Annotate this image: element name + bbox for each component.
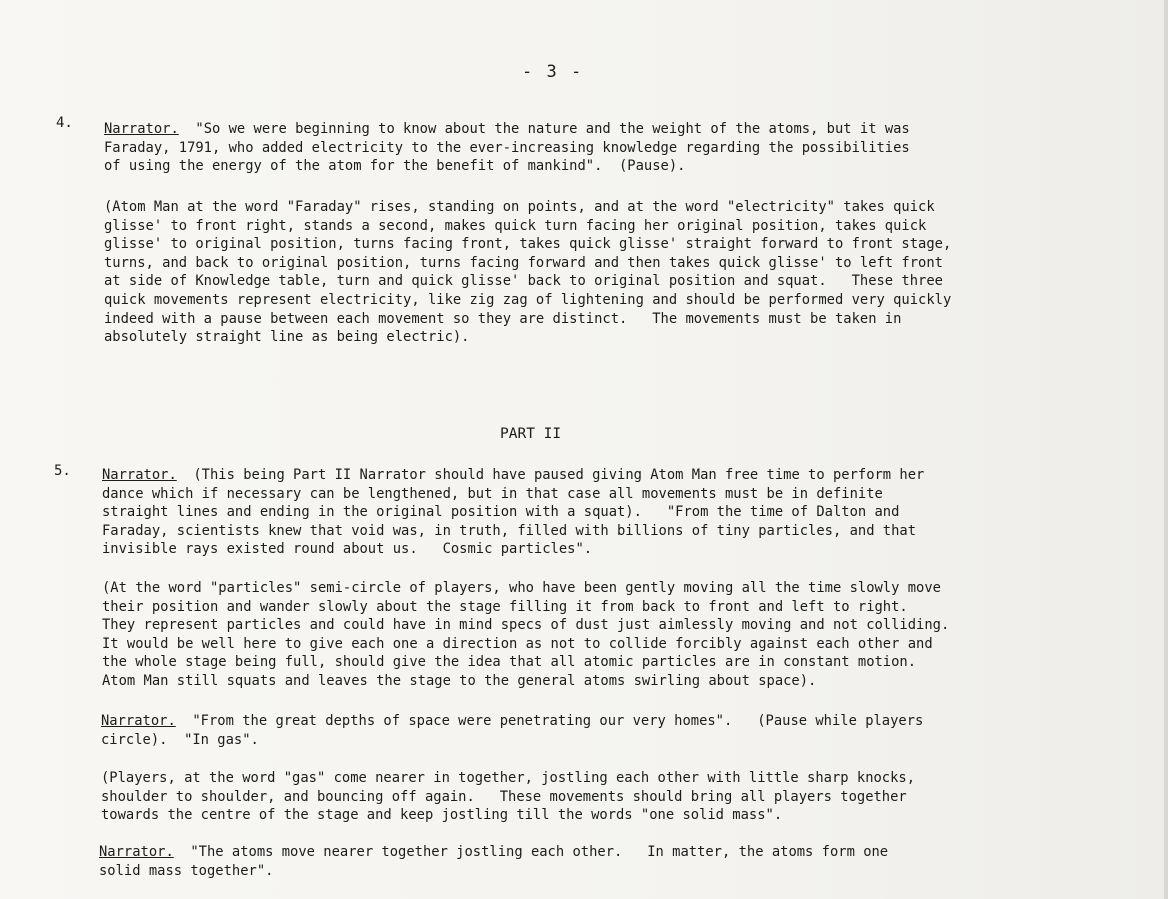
text-line: at side of Knowledge table, turn and quick glisse' back to original position and squat. These three	[104, 273, 943, 290]
part-heading: PART II	[500, 426, 562, 442]
text-line: It would be well here to give each one a direction as not to collide forcibly against each other and	[102, 635, 933, 652]
text-line: solid mass together".	[99, 862, 274, 879]
page-number: - 3 -	[522, 62, 584, 82]
speaker-label: Narrator.	[101, 713, 176, 729]
text-line: shoulder to shoulder, and bouncing off again. These movements should bring all players together	[101, 788, 907, 805]
text-line: (This being Part II Narrator should have paused giving Atom Man free time to perform her	[176, 467, 925, 483]
speaker-label: Narrator.	[104, 121, 179, 137]
stage-direction	[102, 579, 949, 691]
section-number: 4.	[56, 115, 73, 131]
text-line: "The atoms move nearer together jostling each other. In matter, the atoms form one	[173, 844, 889, 860]
text-line: (At the word "particles" semi-circle of players, who have been gently moving all the time slowly move	[102, 580, 941, 596]
text-line: their position and wander slowly about the stage filling it from back to front and left to right.	[102, 598, 908, 615]
text-line: "So we were beginning to know about the nature and the weight of the atoms, but it was	[195, 121, 910, 137]
text-line: straight lines and ending in the original position with a squat). "From the time of Dalton and	[102, 504, 900, 521]
text-line: towards the centre of the stage and keep jostling till the words "one solid mass".	[101, 807, 783, 824]
text-line: of using the energy of the atom for the benefit of mankind". (Pause).	[104, 158, 686, 175]
text-line: indeed with a pause between each movement so they are distinct. The movements must be taken in	[104, 310, 902, 327]
narrator-line	[99, 843, 888, 880]
speaker-label: Narrator.	[102, 467, 177, 483]
text-line: Faraday, 1791, who added electricity to the ever-increasing knowledge regarding the possibilities	[104, 139, 910, 156]
text-line: They represent particles and could have in mind specs of dust just aimlessly moving and not colliding.	[102, 617, 950, 634]
narrator-line	[101, 712, 923, 749]
text-line: "From the great depths of space were penetrating our very homes". (Pause while players	[175, 713, 924, 729]
section-5-text	[102, 466, 924, 559]
text-line: (Atom Man at the word "Faraday" rises, standing on points, and at the word "electricity" takes quick	[104, 199, 935, 215]
stage-direction	[101, 769, 915, 825]
text-line: circle). "In gas".	[101, 731, 259, 748]
text-line: glisse' to front right, stands a second, makes quick turn facing her original position, takes quick	[104, 217, 927, 234]
section-4-text	[104, 120, 910, 176]
text-line: Atom Man still squats and leaves the stage to the general atoms swirling about space).	[102, 672, 817, 689]
text-line: turns, and back to original position, turns facing forward and then takes quick glisse' to left front	[104, 254, 943, 271]
text-line: dance which if necessary can be lengthened, but in that case all movements must be in definite	[102, 485, 883, 502]
speaker-label: Narrator.	[99, 844, 174, 860]
text-line: the whole stage being full, should give the idea that all atomic particles are in constant motion.	[102, 654, 917, 671]
section-number: 5.	[54, 463, 71, 479]
text-line: absolutely straight line as being electric).	[104, 329, 470, 346]
text-line: (Players, at the word "gas" come nearer in together, jostling each other with little sharp knocks,	[101, 770, 916, 786]
text-line: quick movements represent electricity, like zig zag of lightening and should be performed very quickly	[104, 291, 952, 308]
text-line: invisible rays existed round about us. Cosmic particles".	[102, 541, 593, 558]
text-line: glisse' to original position, turns facing front, takes quick glisse' straight forward to front stage,	[104, 236, 952, 253]
page-edge	[1164, 0, 1168, 899]
text-line: Faraday, scientists knew that void was, in truth, filled with billions of tiny particles, and that	[102, 522, 917, 539]
stage-direction	[104, 198, 951, 347]
